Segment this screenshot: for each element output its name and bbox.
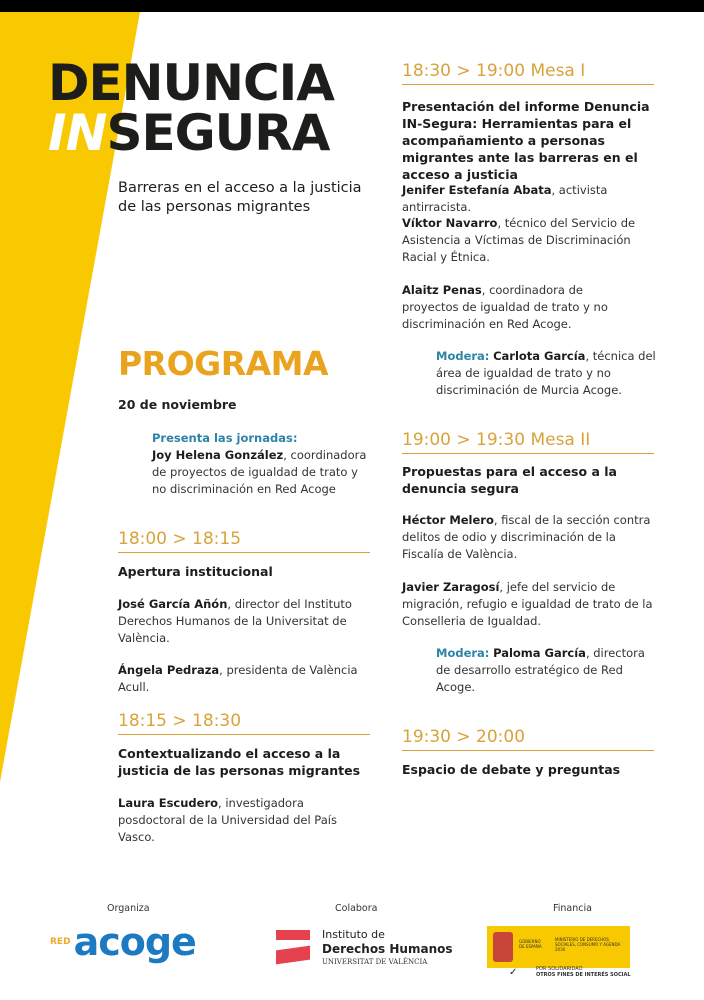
event-date: 20 de noviembre [118, 397, 237, 412]
speaker [118, 662, 378, 696]
session-time: 18:30 > 19:00 Mesa I [402, 61, 654, 85]
speaker-name: José García Añón [118, 597, 228, 611]
title-segura: SEGURA [106, 104, 330, 162]
session-title: Propuestas para el acceso a la denuncia segura [402, 464, 617, 496]
speaker-role: , directora de desarrollo estratégico de Red Acoge. [436, 646, 645, 694]
speaker-name: Ángela Pedraza [118, 663, 220, 677]
speaker-role: , jefe del servicio de migración, refugio e igualdad de trato de la Conselleria de Igualdad. [402, 580, 653, 628]
session-time: 18:15 > 18:30 [118, 711, 370, 735]
idh-mark-top [276, 930, 310, 940]
speaker-role: , técnica del área de igualdad de trato y no discriminación de Murcia Acoge. [436, 349, 656, 397]
speaker [402, 512, 652, 563]
session-title: Presentación del informe Denuncia IN-Segura: Herramientas para el acompañamiento a personas migrantes ante las barreras en el acceso a justicia [402, 99, 650, 182]
session-title: Espacio de debate y preguntas [402, 762, 621, 777]
speaker-role: , activista antirracista. [402, 183, 608, 214]
financia-label: Financia [553, 903, 592, 914]
subtitle: Barreras en el acceso a la justicia de las personas migrantes [118, 180, 362, 215]
speaker-role: , coordinadora de proyectos de igualdad de trato y no discriminación en Red Acoge. [402, 283, 608, 331]
gobierno-text: GOBIERNO DE ESPAÑA [519, 939, 542, 949]
speaker-name: Paloma García [493, 646, 586, 660]
speaker-role: , director del Instituto Derechos Humanos de la Universitat de València. [118, 597, 352, 645]
fines-text: OTROS FINES DE INTERÉS SOCIAL [536, 972, 631, 978]
speaker-role: , presidenta de València Acull. [118, 663, 358, 694]
speaker-role: , investigadora posdoctoral de la Universidad del País Vasco. [118, 796, 337, 844]
speaker-role: , técnico del Servicio de Asistencia a Víctimas de Discriminación Racial y Étnica. [402, 216, 636, 264]
coat-of-arms-icon [493, 932, 513, 962]
check-icon: ✓ [509, 967, 518, 978]
logo-acoge-text: acoge [73, 920, 196, 964]
moderator [436, 645, 658, 696]
speaker [402, 282, 642, 333]
logo-red-text: RED [50, 937, 71, 947]
moderator [436, 348, 658, 399]
title-nuncia: NUNCIA [121, 54, 334, 112]
speaker-name: Carlota García [493, 349, 586, 363]
speaker [402, 215, 652, 266]
session-time: 19:30 > 20:00 [402, 727, 654, 751]
speaker-name: Héctor Melero [402, 513, 494, 527]
title-in: IN [48, 104, 107, 162]
title-line-1 [48, 54, 334, 112]
organiza-label: Organiza [107, 903, 150, 914]
solidaridad-text: POR SOLIDARIDAD [536, 966, 583, 972]
speaker-name: Laura Escudero [118, 796, 219, 810]
speaker-name: Jenifer Estefanía Abata [402, 183, 552, 197]
ministerio-text: MINISTERIO DE DERECHOS SOCIALES, CONSUMO Y AGENDA 2030 [555, 937, 621, 952]
session-time: 19:00 > 19:30 Mesa II [402, 430, 654, 454]
title-de: DE [48, 54, 122, 112]
speaker-role: , coordinadora de proyectos de igualdad de trato y no discriminación en Red Acoge [152, 448, 367, 496]
red-acoge-logo [50, 922, 196, 962]
session-title: Apertura institucional [118, 564, 273, 579]
gobierno-logo [487, 926, 630, 968]
moderator-label: Modera: [436, 349, 490, 363]
session-title: Contextualizando el acceso a la justicia de las personas migrantes [118, 746, 361, 778]
presenta-block [152, 430, 372, 498]
speaker [118, 596, 363, 647]
idh-logo [276, 928, 453, 973]
speaker-role: , fiscal de la sección contra delitos de odio y discriminación de la Fiscalía de València. [402, 513, 651, 561]
top-bar [0, 0, 704, 12]
session-time: 18:00 > 18:15 [118, 529, 370, 553]
speaker [402, 579, 657, 630]
solidaridad-logo [536, 966, 631, 978]
idh-line3: UNIVERSITAT DE VALÈNCIA [322, 958, 428, 966]
idh-line1: Instituto de [322, 928, 385, 941]
title-line-2 [48, 104, 330, 162]
moderator-label: Modera: [436, 646, 490, 660]
speaker [118, 795, 373, 846]
speaker-name: Joy Helena González [152, 448, 284, 462]
programa-heading: PROGRAMA [118, 344, 329, 383]
idh-mark-bottom [276, 946, 310, 965]
idh-line2: Derechos Humanos [322, 942, 453, 956]
speaker-name: Alaitz Penas [402, 283, 482, 297]
speaker-name: Víktor Navarro [402, 216, 498, 230]
presenta-label: Presenta las jornadas: [152, 431, 298, 445]
speaker-name: Javier Zaragosí [402, 580, 500, 594]
colabora-label: Colabora [335, 903, 378, 914]
speaker [402, 182, 657, 216]
